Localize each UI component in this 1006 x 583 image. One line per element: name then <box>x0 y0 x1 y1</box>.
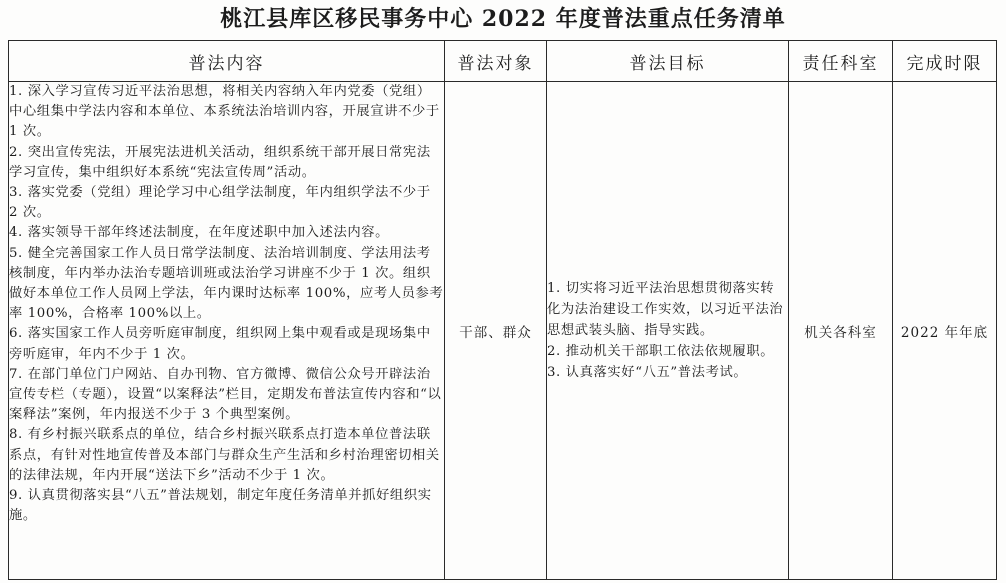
department-cell: 机关各科室 <box>789 82 893 580</box>
table-row <box>9 82 997 580</box>
content-item: 2. 突出宣传宪法，开展宪法进机关活动，组织系统干部开展日常宪法学习宣传，集中组织好本系统“宪法宣传周”活动。 <box>9 144 431 180</box>
content-item: 9. 认真贯彻落实县“八五”普法规划，制定年度任务清单并抓好组织实施。 <box>9 488 432 524</box>
header-target: 普法对象 <box>445 41 547 82</box>
header-deadline: 完成时限 <box>893 41 997 82</box>
document-title: 桃江县库区移民事务中心 2022 年度普法重点任务清单 <box>220 6 786 32</box>
content-item: 8. 有乡村振兴联系点的单位，结合乡村振兴联系点打造本单位普法联系点，有针对性地宣传普及本部门与群众生产生活和乡村治理密切相关的法律法规，年内开展“送法下乡”活动不少于 1 次。 <box>9 427 440 483</box>
target-cell: 干部、群众 <box>445 82 547 580</box>
content-item: 6. 落实国家工作人员旁听庭审制度，组织网上集中观看或是现场集中旁听庭审，年内不少于 1 次。 <box>9 326 431 362</box>
content-cell <box>9 82 445 580</box>
goal-item: 1. 切实将习近平法治思想贯彻落实转化为法治建设工作实效，以习近平法治思想武装头脑、指导实践。 <box>547 281 784 338</box>
content-item: 7. 在部门单位门户网站、自办刊物、官方微博、微信公众号开辟法治宣传专栏（专题），设置“以案释法”栏目，定期发布普法宣传内容和“以案释法”案例，年内报送不少于 3 个典型案例。 <box>9 366 442 423</box>
goal-cell <box>547 82 789 580</box>
content-item: 3. 落实党委（党组）理论学习中心组学法制度，年内组织学法不少于 2 次。 <box>9 185 431 221</box>
content-item: 1. 深入学习宣传习近平法治思想，将相关内容纳入年内党委（党组）中心组集中学法内容和本单位、本系统法治培训内容，开展宣讲不少于 1 次。 <box>9 84 440 140</box>
goal-item: 2. 推动机关干部职工依法依规履职。 <box>547 344 775 359</box>
header-content: 普法内容 <box>9 41 445 82</box>
header-department: 责任科室 <box>789 41 893 82</box>
deadline-cell: 2022 年年底 <box>893 82 997 580</box>
content-item: 4. 落实领导干部年终述法制度，在年度述职中加入述法内容。 <box>9 225 390 241</box>
header-goal: 普法目标 <box>547 41 789 82</box>
task-table <box>8 40 997 580</box>
header-row <box>9 41 997 82</box>
goal-item: 3. 认真落实好“八五”普法考试。 <box>547 365 748 380</box>
content-item: 5. 健全完善国家工作人员日常学法制度、法治培训制度、学法用法考核制度，年内举办法治专题培训班或法治学习讲座不少于 1 次。组织做好本单位工作人员网上学法，年内课时达标率 100%，应考人员参考率 100%，合格率 100%以上。 <box>9 245 444 322</box>
